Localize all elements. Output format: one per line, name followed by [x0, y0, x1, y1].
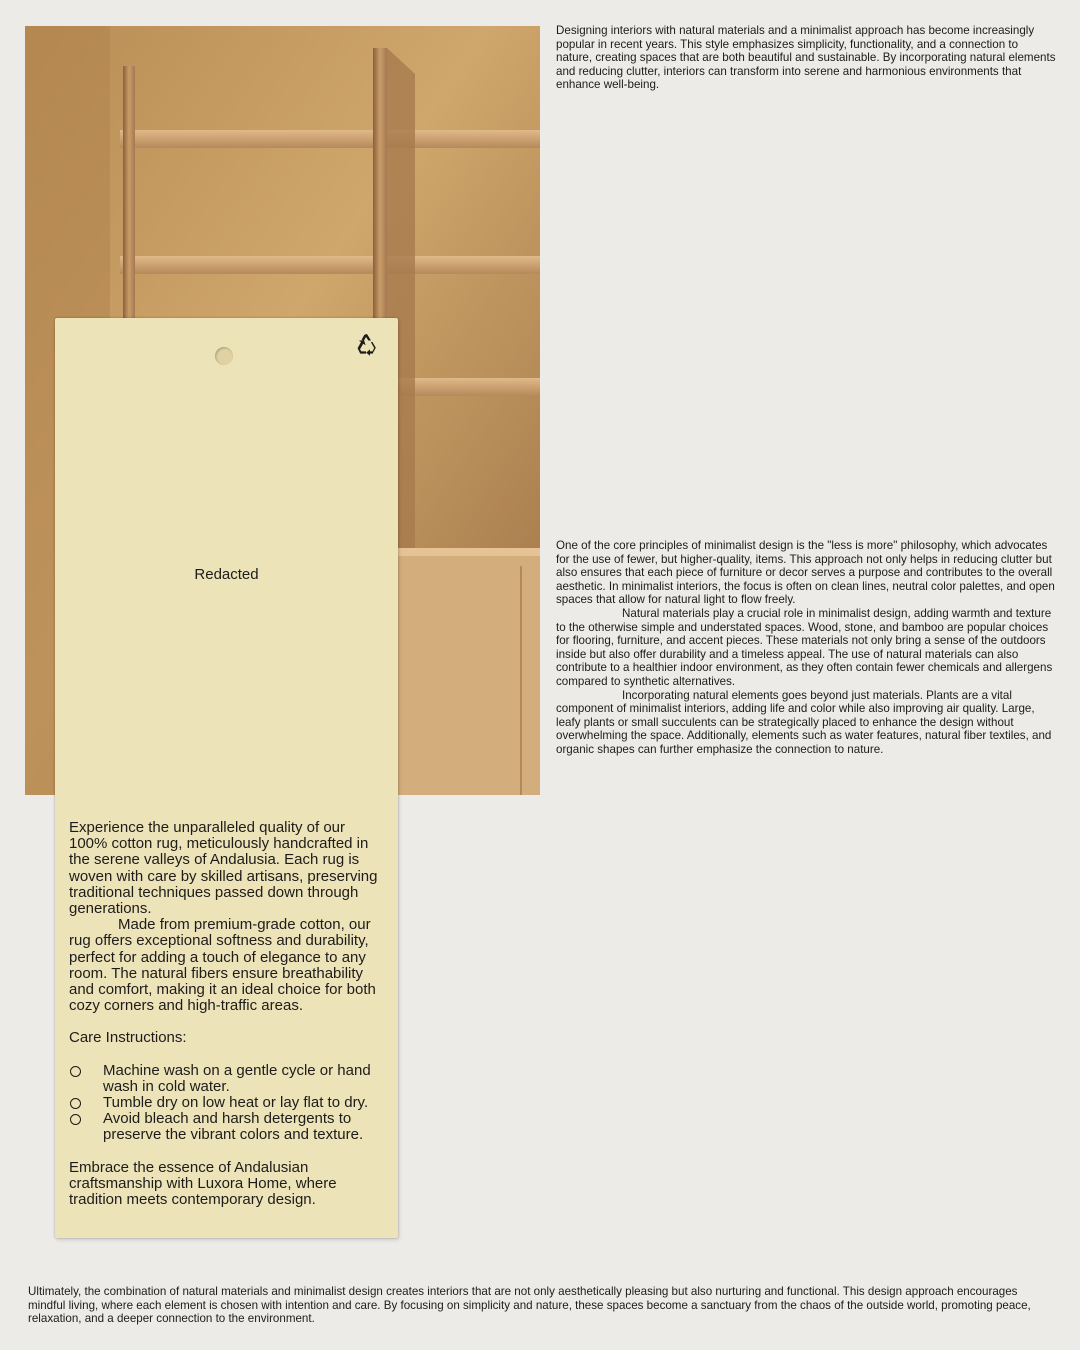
care-list — [69, 1063, 387, 1144]
closing-paragraph: Ultimately, the combination of natural materials and minimalist design creates interiors that are not only aesthetically pleasing but also nurturing and functional. This design approach encourages mindful living, where each element is chosen with intention and care. By focusing on simplicity and nature, these spaces become a sanctuary from the chaos of the outside world, promoting peace, relaxation, and a deeper connection to the environment. — [28, 1285, 1031, 1326]
tag-paragraph: Made from premium-grade cotton, our rug offers exceptional softness and durability, perfect for adding a touch of elegance to any room. The natural fibers ensure breathability and comfort, making it an ideal choice for both cozy corners and high-traffic areas. — [69, 916, 376, 1015]
shelf-plank — [120, 130, 540, 148]
product-tag — [55, 318, 398, 1238]
essay-paragraph: Incorporating natural elements goes beyond just materials. Plants are a vital component of minimalist interiors, adding life and color while also improving air quality. Large, leafy plants or small succulents can be strategically placed to enhance the design without overwhelming the space. Additionally, elements such as water features, natural fiber textiles, and organic shapes can further emphasize the connection to nature. — [556, 688, 1052, 756]
tag-hole — [215, 347, 233, 365]
circle-bullet-icon — [70, 1098, 81, 1109]
care-item: Avoid bleach and harsh detergents to preserve the vibrant colors and texture. — [69, 1111, 387, 1143]
recycle-icon — [355, 333, 379, 357]
care-item: Machine wash on a gentle cycle or hand wash in cold water. — [69, 1063, 387, 1095]
cabinet-top — [395, 548, 540, 556]
tag-paragraph: Experience the unparalleled quality of our 100% cotton rug, meticulously handcrafted in the serene valleys of Andalusia. Each rug is woven with care by skilled artisans, preserving traditional techniques passed down through generations. — [69, 819, 378, 918]
essay-paragraph: Natural materials play a crucial role in minimalist design, adding warmth and texture to the otherwise simple and understated spaces. Wood, stone, and bamboo are popular choices for flooring, furniture, and accent pieces. These materials not only bring a sense of the outdoors inside but also offer durability and a timeless appeal. The use of natural materials can also contribute to a healthier indoor environment, as they often contain fewer chemicals and allergens compared to synthetic alternatives. — [556, 606, 1053, 688]
circle-bullet-icon — [70, 1066, 81, 1077]
circle-bullet-icon — [70, 1114, 81, 1125]
tag-description — [69, 820, 387, 1208]
care-item: Tumble dry on low heat or lay flat to dry. — [69, 1095, 387, 1111]
tag-closing: Embrace the essence of Andalusian craftsmanship with Luxora Home, where tradition meets contemporary design. — [69, 1158, 337, 1209]
intro-paragraph: Designing interiors with natural materials and a minimalist approach has become increasingly popular in recent years. This style emphasizes simplicity, functionality, and a connection to nature, creating spaces that are both beautiful and sustainable. By incorporating natural elements and reducing clutter, interiors can transform into serene and harmonious environments that enhance well-being. — [556, 24, 1056, 92]
brand-label: Redacted — [194, 566, 259, 583]
essay-paragraph: One of the core principles of minimalist design is the "less is more" philosophy, which advocates for the use of fewer, but higher-quality, items. This approach not only helps in reducing clutter but also ensures that each piece of furniture or decor serves a purpose and contributes to the overall aesthetic. In minimalist interiors, the focus is often on clean lines, neutral color palettes, and open spaces that allow for natural light to flow freely. — [556, 539, 1055, 607]
cabinet — [395, 554, 540, 795]
essay — [556, 539, 1056, 757]
shelf-plank — [120, 256, 540, 274]
care-heading: Care Instructions: — [69, 1029, 187, 1047]
